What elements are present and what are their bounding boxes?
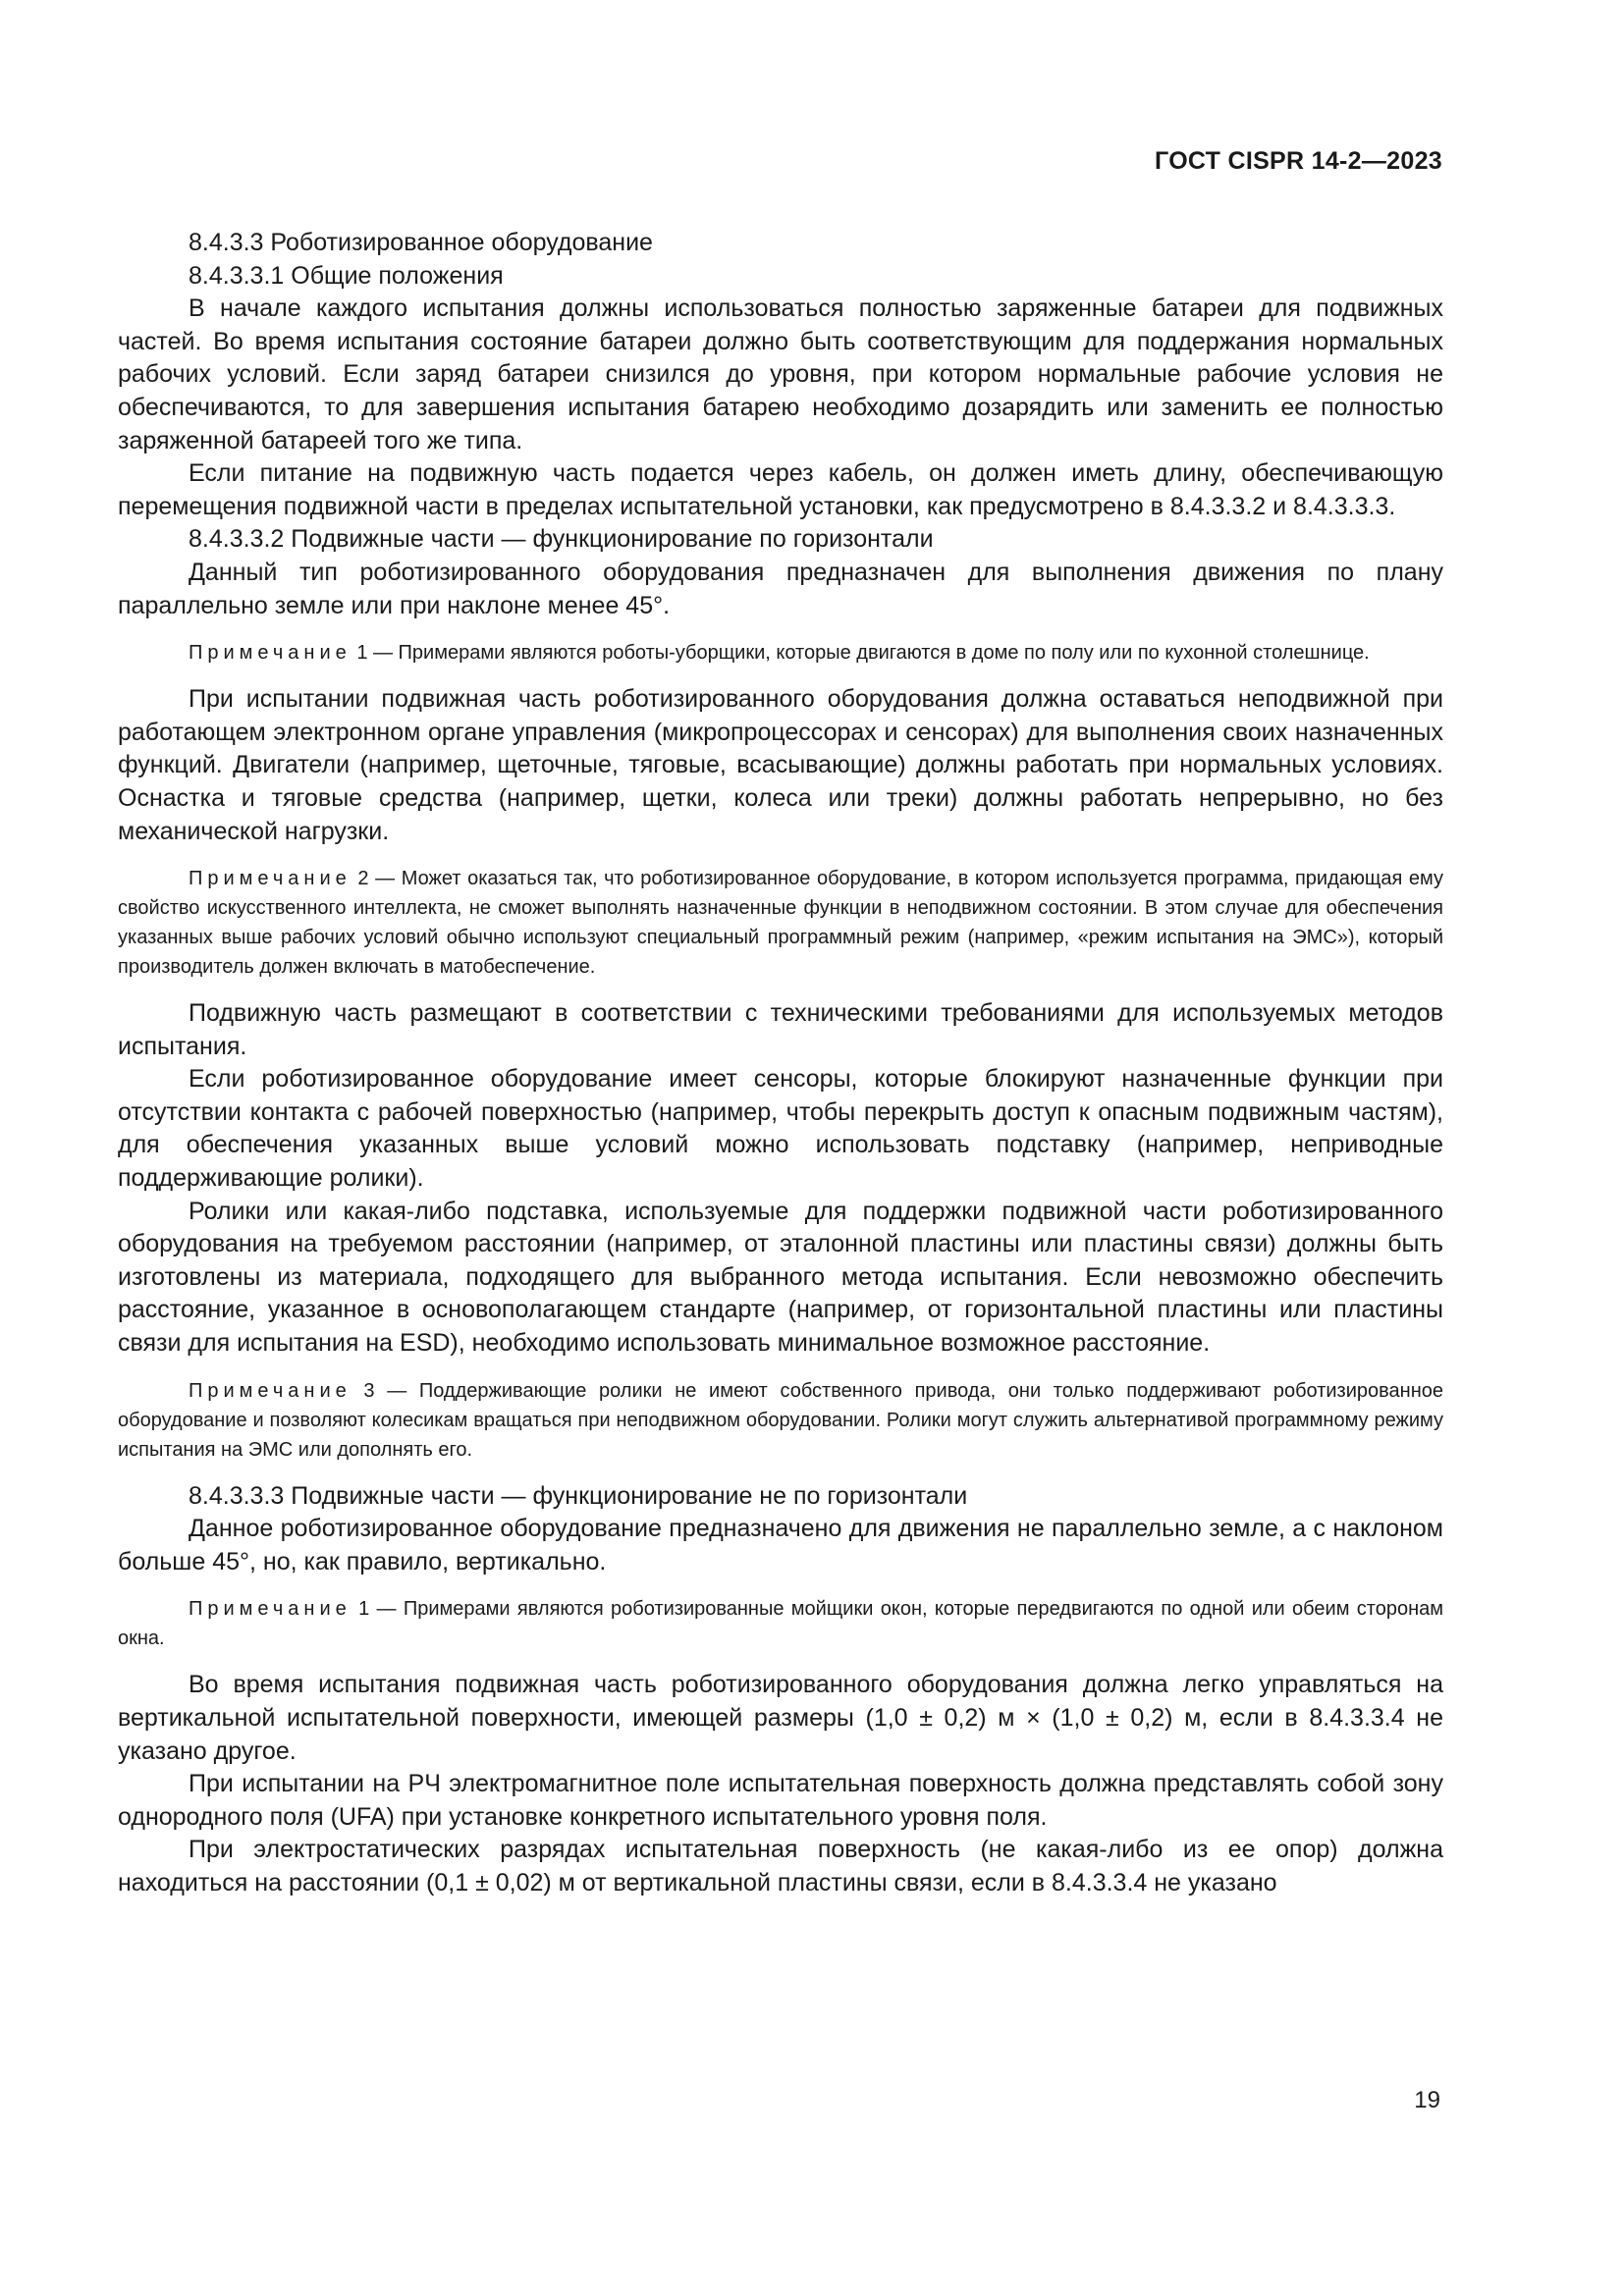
paragraph: При электростатических разрядах испытательная поверхность (не какая-либо из ее опор) должна находиться на расстоянии (0,1 ± 0,02) м от вертикальной пластины связи, если в 8.4.3.3.4 не указано [118,1836,1443,1896]
paragraph: Если роботизированное оборудование имеет сенсоры, которые блокируют назначенные функции при отсутствии контакта с рабочей поверхностью (например, чтобы перекрыть доступ к опасным подвижным частям), для обеспечения указанных выше условий можно использовать подставку (например, неприводные поддерживающие ролики). [118,1065,1443,1193]
note-label: Примечание [189,1379,352,1402]
paragraph: В начале каждого испытания должны использоваться полностью заряженные батареи для подвижных частей. Во время испытания состояние батареи должно быть соответствующим для поддержания нормальных рабочих условий. Если заряд батареи снизился до уровня, при котором нормальные рабочие условия не обеспечиваются, то для завершения испытания батарею необходимо дозарядить или заменить ее полностью заряженной батареей того же типа. [118,294,1443,454]
paragraph: Во время испытания подвижная часть роботизированного оборудования должна легко управляться на вертикальной испытательной поверхности, имеющей размеры (1,0 ± 0,2) м × (1,0 ± 0,2) м, если в 8.4.3.3.4 не указано другое. [118,1671,1443,1765]
note-label: Примечание [189,868,352,890]
subsection-heading: 8.4.3.3.1 Общие положения [189,261,504,290]
paragraph: Если питание на подвижную часть подается через кабель, он должен иметь длину, обеспечивающую перемещения подвижной части в пределах испытательной установки, как предусмотрено в 8.4.3.3.2 и 8.4.3.3.3. [118,459,1443,520]
note-text: 1 — Примерами являются роботы-уборщики, которые двигаются в доме по полу или по кухонной столешнице. [351,642,1370,665]
note [118,1376,1443,1465]
note-text: 1 — Примерами являются роботизированные мойщики окон, которые передвигаются по одной или обеим сторонам окна. [118,1598,1443,1650]
paragraph: При испытании подвижная часть роботизированного оборудования должна оставаться неподвижной при работающем электронном органе управления (микропроцессорах и сенсорах) для выполнения своих назначенных функций. Двигатели (например, щеточные, тяговые, всасывающие) должны работать при нормальных условиях. Оснастка и тяговые средства (например, щетки, колеса или треки) должны работать непрерывно, но без механической нагрузки. [118,685,1443,845]
paragraph: При испытании на РЧ электромагнитное поле испытательная поверхность должна представлять собой зону однородного поля (UFA) при установке конкретного испытательного уровня поля. [118,1770,1443,1831]
paragraph: Данный тип роботизированного оборудования предназначен для выполнения движения по плану параллельно земле или при наклоне менее 45°. [118,558,1443,619]
note [118,638,1443,667]
document-body [118,227,1443,1900]
page-number: 19 [1414,2087,1440,2113]
paragraph: Подвижную часть размещают в соответствии с техническими требованиями для используемых методов испытания. [118,999,1443,1060]
note-text: 2 — Может оказаться так, что роботизированное оборудование, в котором используется программа, придающая ему свойство искусственного интеллекта, не сможет выполнять назначенные функции в неподвижном состоянии. В этом случае для обеспечения указанных выше рабочих условий обычно используют специальный программный режим (например, «режим испытания на ЭМС»), который производитель должен включать в матобеспечение. [118,868,1443,979]
note-label: Примечание [189,1598,352,1621]
note-label: Примечание [189,642,352,665]
note [118,1594,1443,1653]
paragraph: Ролики или какая-либо подставка, используемые для поддержки подвижной части роботизированного оборудования на требуемом расстоянии (например, от эталонной пластины или пластины связи) должны быть изготовлены из материала, подходящего для выбранного метода испытания. Если невозможно обеспечить расстояние, указанное в основополагающем стандарте (например, от горизонтальной пластины или пластины связи для испытания на ESD), необходимо использовать минимальное возможное расстояние. [118,1197,1443,1358]
standard-header: ГОСТ CISPR 14-2—2023 [1155,147,1442,175]
note [118,864,1443,982]
subsection-heading: 8.4.3.3.3 Подвижные части — функционирование не по горизонтали [189,1481,968,1510]
note-text: 3 — Поддерживающие ролики не имеют собственного привода, они только поддерживают роботизированное оборудование и позволяют колесикам вращаться при неподвижном оборудовании. Ролики могут служить альтернативой программному режиму испытания на ЭМС или дополнять его. [118,1379,1443,1461]
section-heading: 8.4.3.3 Роботизированное оборудование [189,229,653,256]
paragraph: Данное роботизированное оборудование предназначено для движения не параллельно земле, а с наклоном больше 45°, но, как правило, вертикально. [118,1515,1443,1575]
subsection-heading: 8.4.3.3.2 Подвижные части — функционирование по горизонтали [189,525,934,554]
